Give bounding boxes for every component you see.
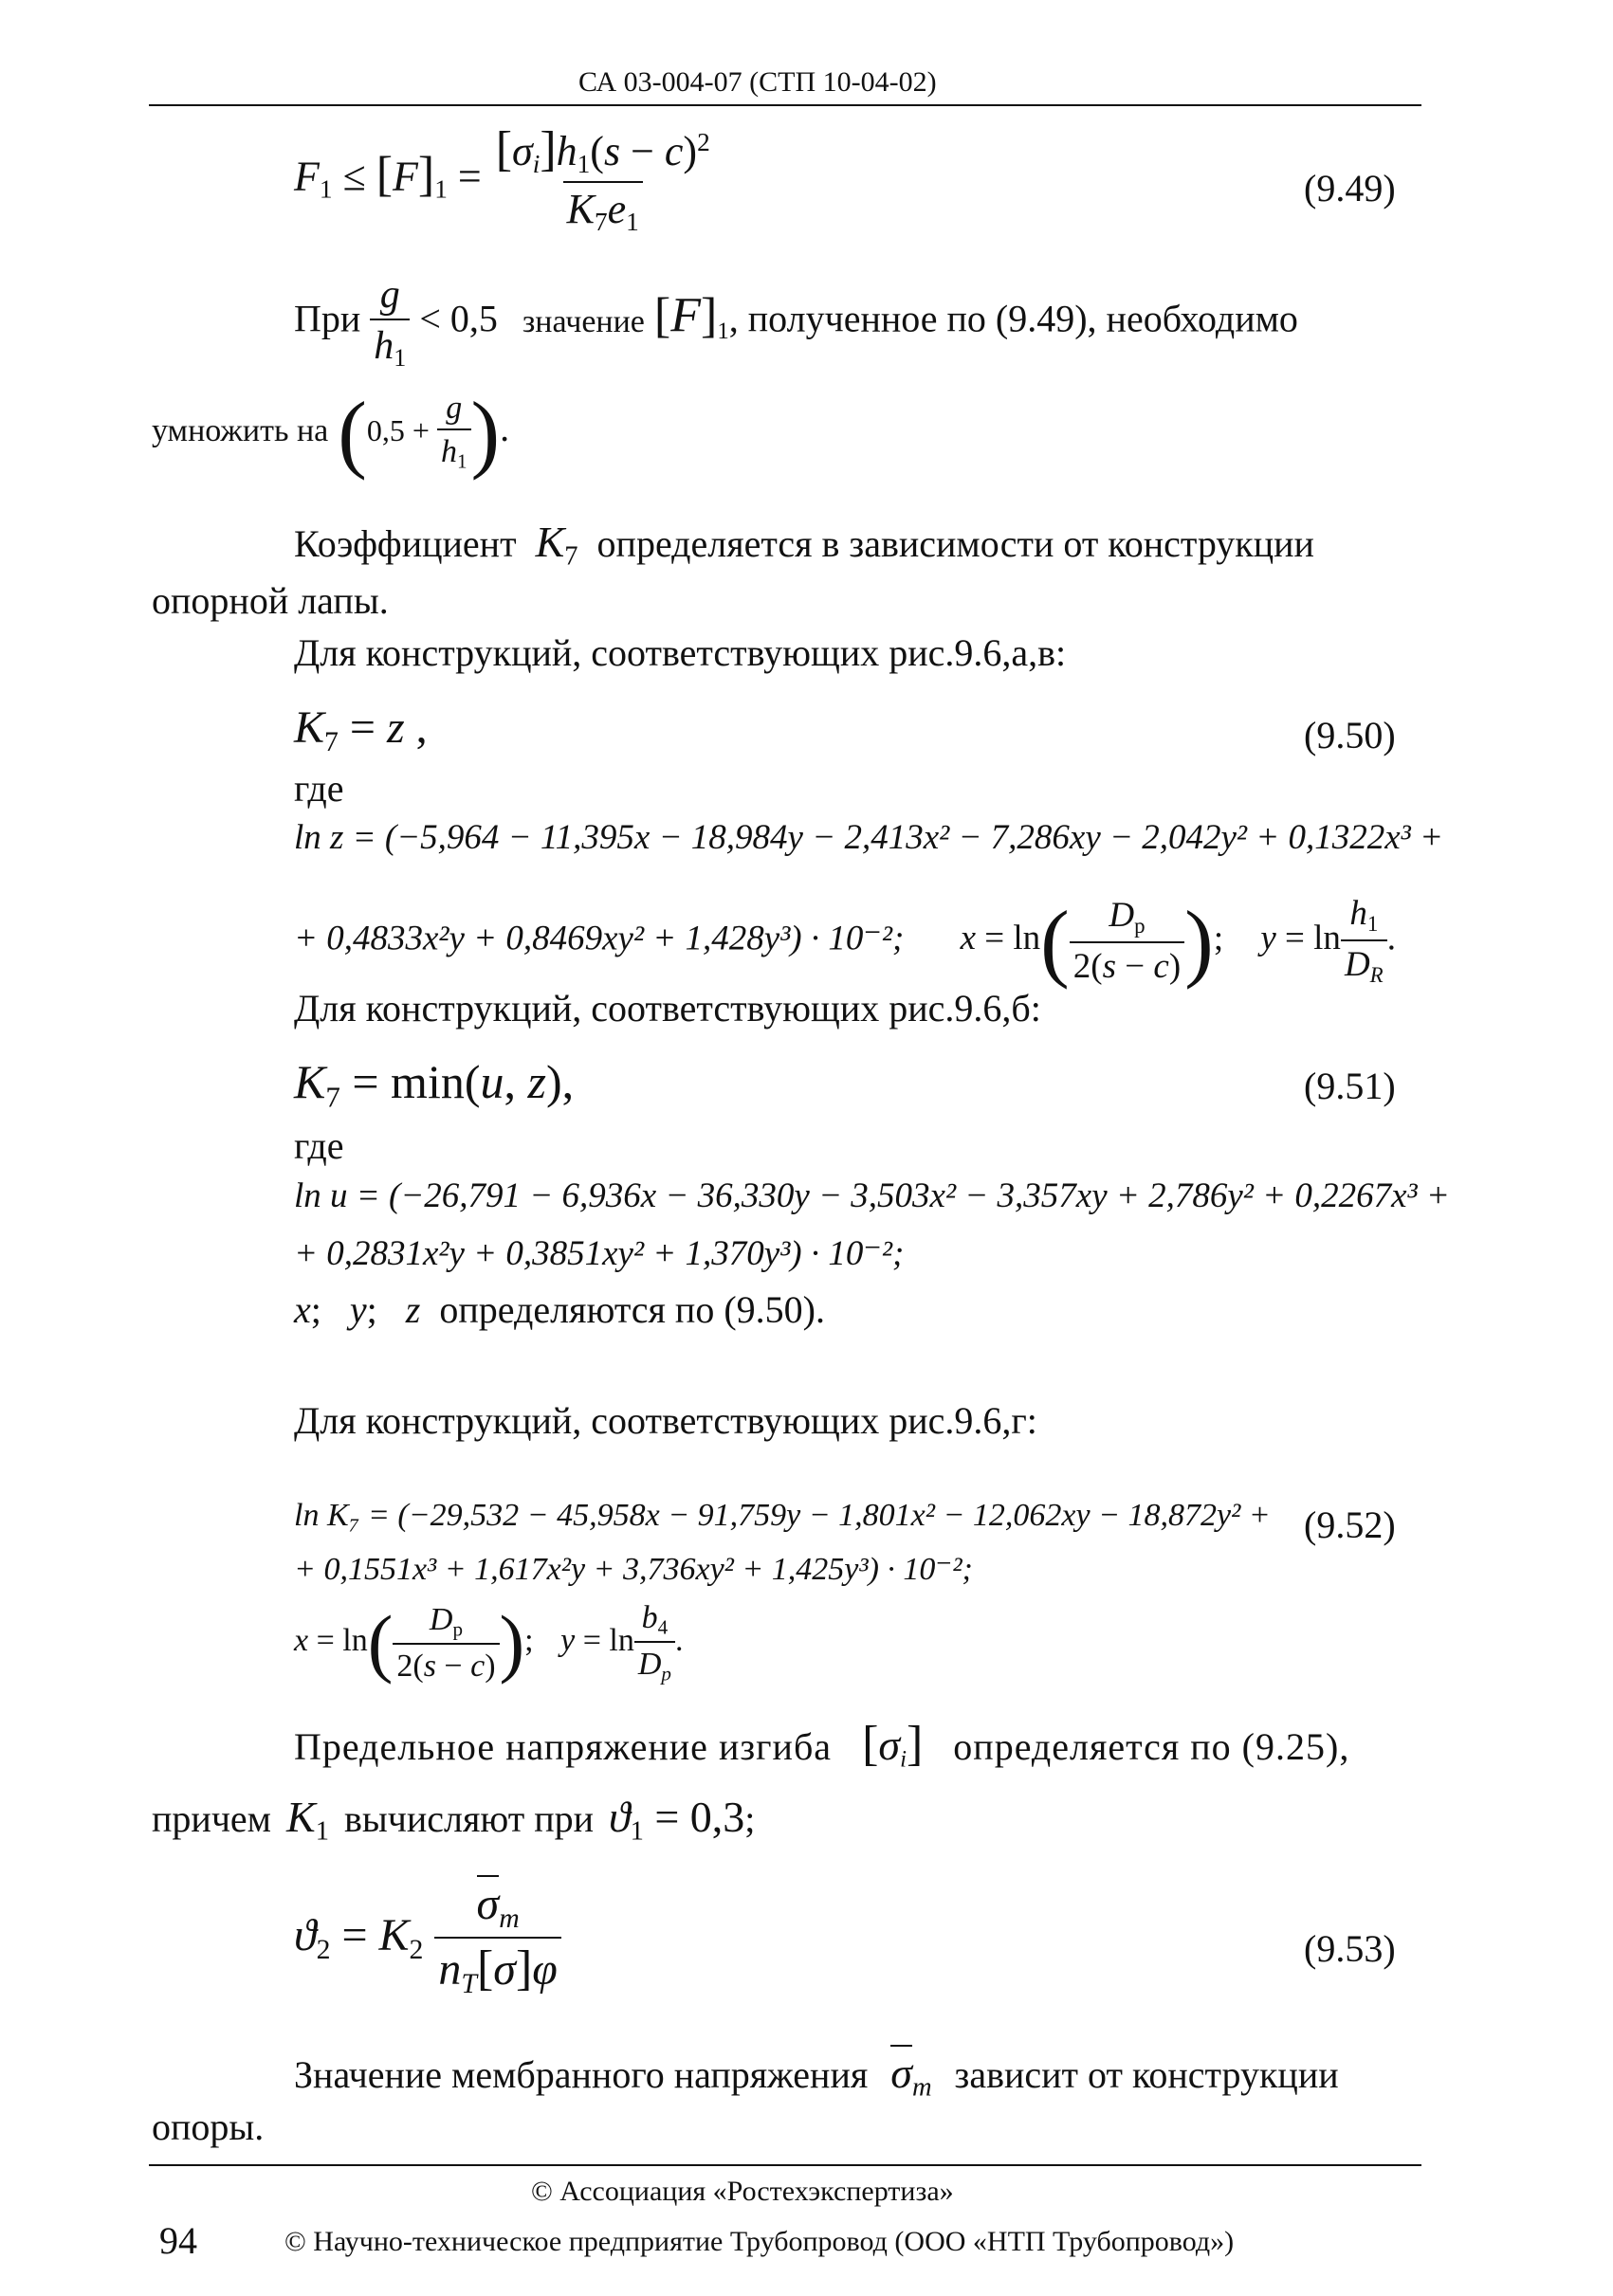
document-code: СА 03-004-07 (СТП 10-04-02): [578, 66, 937, 98]
text-zavisit: зависит от конструкции: [954, 2053, 1339, 2096]
text-prichem: причем: [152, 1797, 271, 1840]
equation-number-9-53: (9.53): [1304, 1927, 1396, 1970]
page-number: 94: [159, 2219, 197, 2262]
paragraph-construct-av: Для конструкций, соответствующих рис.9.6,а,в:: [294, 631, 1067, 674]
formula-lnu-line1: ln u = (−26,791 − 6,936x − 36,330y − 3,503x² − 3,357xy + 2,786y² + 0,2267x³ +: [294, 1176, 1450, 1215]
equation-number-9-52: (9.52): [1304, 1503, 1396, 1546]
text-vychislyayut: вычисляют при: [343, 1797, 594, 1840]
paragraph-xyz-defined: x; y; z определяются по (9.50).: [294, 1288, 825, 1331]
text-opredelyaetsya: определяется в зависимости от конструкции: [596, 522, 1314, 565]
text-poluchennoe: , полученное по (9.49), необходимо: [728, 297, 1298, 340]
paragraph-k7-cont: опорной лапы.: [152, 579, 389, 622]
formula-lnz-line1: ln z = (−5,964 − 11,395x − 18,984y − 2,413x² − 7,286xy − 2,042y² + 0,1322x³ +: [294, 818, 1443, 857]
paragraph-k7-intro: Коэффициент $K_7$ определяется в зависимости от конструкции: [294, 518, 1314, 572]
footer-association: © Ассоциация «Ростехэкспертиза»: [531, 2176, 954, 2207]
label-gde-1: где: [294, 767, 344, 810]
fraction-g-h1: $\frac{g}{h_1}$: [370, 275, 410, 371]
paragraph-construct-b: Для конструкций, соответствующих рис.9.6,б:: [294, 987, 1041, 1030]
text-pri: При: [294, 297, 361, 340]
equation-number-9-49: (9.49): [1304, 167, 1396, 210]
text-znachenie: значение: [522, 303, 645, 339]
formula-lnu-line2: + 0,2831x²y + 0,3851xy² + 1,370y³) · 10⁻²;: [294, 1234, 905, 1273]
text-znachenie-membrannogo: Значение мембранного напряжения: [294, 2053, 869, 2096]
formula-xy-9-52: x = ln( $\frac{D_р}{2(s - c)}$ ); y = ln $\frac{b_4}{D_p}$ .: [294, 1600, 684, 1686]
text-lt-half: < 0,5: [419, 297, 498, 340]
paragraph-bending-stress: Предельное напряжение изгиба $[\sigma_i]$ определяется по (9.25),: [294, 1717, 1350, 1773]
formula-lnz-line2-text: + 0,4833x²y + 0,8469xy² + 1,428y³) · 10⁻²;: [294, 919, 905, 958]
paragraph-multiply: умножить на (0,5 + $\frac{g}{h_1}$ ).: [152, 384, 510, 481]
formula-9-50: $K_7 = z$ ,: [294, 702, 428, 757]
paragraph-membrane-stress: Значение мембранного напряжения $\sigma_m$ зависит от конструкции: [294, 2048, 1339, 2104]
text-predelnoe: Предельное напряжение изгиба: [294, 1725, 833, 1768]
paragraph-construct-g: Для конструкций, соответствующих рис.9.6,г:: [294, 1399, 1037, 1442]
text-umnozhit: умножить на: [152, 413, 329, 449]
formula-lnz-line2: + 0,4833x²y + 0,8469xy² + 1,428y³) · 10⁻²; x = ln( $\frac{D_р}{2(s - c)}$ ); y = ln $\frac{h_1}{D_R}$ .: [294, 892, 1396, 990]
symbol-F1: [F]: [653, 288, 718, 343]
paragraph-condition: При $\frac{g}{h_1}$ < 0,5 значение $[F]_1$, полученное по (9.49), необходимо: [294, 273, 1298, 372]
formula-9-53: $ϑ_2 = K_2$ $\frac{\sigma_m}{n_T[\sigma]\varphi}$: [294, 1882, 561, 1997]
paragraph-k1-condition: причем $K_1$ вычисляют при $ϑ_1 = 0,3$;: [152, 1793, 756, 1847]
formula-9-49: $F_1 \le [F]_1$ = $\frac{[\sigma_i]h_1(s - c)^2}{K_7e_1}$: [294, 122, 710, 237]
text-koefficient: Коэффициент: [294, 522, 517, 565]
formula-9-51: $K_7 = \min(u$, z),: [294, 1055, 575, 1114]
formula-lnk7-line1: ln K₇ = (−29,532 − 45,958x − 91,759y − 1,801x² − 12,062xy − 18,872y² +: [294, 1498, 1271, 1533]
footer-rule: [149, 2164, 1421, 2166]
equation-number-9-50: (9.50): [1304, 714, 1396, 756]
text-opredelyayutsya: определяются по (9.50).: [439, 1288, 825, 1331]
footer-company: © Научно-техническое предприятие Трубопровод (ООО «НТП Трубопровод»): [284, 2226, 1235, 2257]
label-gde-2: где: [294, 1124, 344, 1167]
formula-lnk7-line2: + 0,1551x³ + 1,617x²y + 3,736xy² + 1,425y³) · 10⁻²;: [294, 1552, 973, 1587]
paragraph-membrane-cont: опоры.: [152, 2105, 265, 2148]
header-rule: [149, 104, 1421, 106]
text-opredelyaetsya-925: определяется по (9.25),: [953, 1725, 1350, 1768]
equation-number-9-51: (9.51): [1304, 1065, 1396, 1107]
